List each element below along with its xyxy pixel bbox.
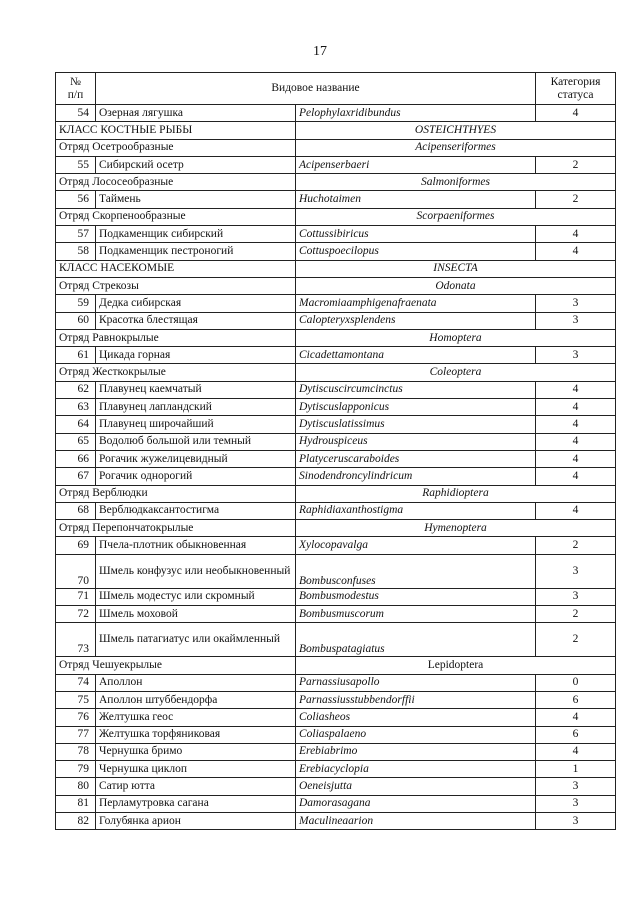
species-number: 75 (56, 691, 96, 708)
species-name-ru: Верблюдкаксантостигма (96, 502, 296, 519)
status-category: 3 (536, 554, 616, 588)
species-name-lat: Macromiaamphigenafraenata (296, 295, 536, 312)
group-name-lat: Coleoptera (296, 364, 616, 381)
table-row (56, 433, 616, 450)
table-row (56, 623, 616, 657)
species-name-ru: Плавунец широчайший (96, 416, 296, 433)
species-number: 61 (56, 347, 96, 364)
header-category: Категория статуса (536, 73, 616, 105)
table-row (56, 295, 616, 312)
status-category: 4 (536, 502, 616, 519)
species-name-ru: Таймень (96, 191, 296, 208)
group-name-ru: Отряд Равнокрылые (56, 329, 296, 346)
status-category: 4 (536, 243, 616, 260)
species-name-ru: Цикада горная (96, 347, 296, 364)
group-row (56, 485, 616, 502)
group-name-lat: Acipenseriformes (296, 139, 616, 156)
species-name-ru: Аполлон штуббендорфа (96, 691, 296, 708)
species-name-ru: Шмель патагиатус или окаймленный (96, 623, 296, 657)
table-row (56, 709, 616, 726)
table-row (56, 795, 616, 812)
group-name-ru: Отряд Скорпенообразные (56, 208, 296, 225)
species-name-lat: Cottuspoecilopus (296, 243, 536, 260)
status-category: 4 (536, 226, 616, 243)
species-name-lat: Cicadettamontana (296, 347, 536, 364)
species-name-lat: Pelophylaxridibundus (296, 105, 536, 122)
group-row (56, 260, 616, 277)
species-number: 64 (56, 416, 96, 433)
species-name-ru: Аполлон (96, 674, 296, 691)
species-name-ru: Шмель модестус или скромный (96, 588, 296, 605)
group-name-lat: Raphidioptera (296, 485, 616, 502)
species-number: 56 (56, 191, 96, 208)
species-name-lat: Dytiscuslapponicus (296, 399, 536, 416)
species-name-ru: Рогачик жужелицевидный (96, 450, 296, 467)
group-name-lat: Hymenoptera (296, 520, 616, 537)
species-name-lat: Cottussibiricus (296, 226, 536, 243)
species-name-ru: Голубянка арион (96, 812, 296, 829)
species-number: 59 (56, 295, 96, 312)
status-category: 3 (536, 778, 616, 795)
species-table (55, 72, 616, 830)
species-name-lat: Erebiabrimo (296, 743, 536, 760)
group-name-lat: OSTEICHTHYES (296, 122, 616, 139)
table-row (56, 399, 616, 416)
species-name-ru: Чернушка бримо (96, 743, 296, 760)
table-header-row (56, 73, 616, 105)
status-category: 2 (536, 191, 616, 208)
species-name-lat: Huchotaimen (296, 191, 536, 208)
species-name-ru: Подкаменщик пестроногий (96, 243, 296, 260)
status-category: 4 (536, 399, 616, 416)
table-row (56, 191, 616, 208)
species-number: 82 (56, 812, 96, 829)
species-name-ru: Водолюб большой или темный (96, 433, 296, 450)
status-category: 2 (536, 156, 616, 173)
species-number: 77 (56, 726, 96, 743)
species-number: 80 (56, 778, 96, 795)
group-name-ru: Отряд Лососеобразные (56, 174, 296, 191)
status-category: 4 (536, 468, 616, 485)
table-row (56, 381, 616, 398)
group-row (56, 208, 616, 225)
species-name-lat: Coliaspalaeno (296, 726, 536, 743)
species-name-ru: Плавунец каемчатый (96, 381, 296, 398)
page-number: 17 (313, 44, 327, 59)
species-name-ru: Плавунец лапландский (96, 399, 296, 416)
species-name-ru: Пчела-плотник обыкновенная (96, 537, 296, 554)
table-row (56, 554, 616, 588)
species-number: 76 (56, 709, 96, 726)
status-category: 4 (536, 416, 616, 433)
group-row (56, 139, 616, 156)
species-name-lat: Bombusmuscorum (296, 606, 536, 623)
table-row (56, 347, 616, 364)
table-row (56, 588, 616, 605)
species-name-ru: Сатир ютта (96, 778, 296, 795)
species-number: 81 (56, 795, 96, 812)
species-name-ru: Сибирский осетр (96, 156, 296, 173)
species-number: 60 (56, 312, 96, 329)
species-name-lat: Acipenserbaeri (296, 156, 536, 173)
group-name-ru: Отряд Осетрообразные (56, 139, 296, 156)
species-number: 55 (56, 156, 96, 173)
species-number: 54 (56, 105, 96, 122)
group-name-lat: INSECTA (296, 260, 616, 277)
species-number: 69 (56, 537, 96, 554)
status-category: 2 (536, 606, 616, 623)
table-row (56, 156, 616, 173)
species-name-lat: Platyceruscaraboides (296, 450, 536, 467)
table-row (56, 312, 616, 329)
table-row (56, 450, 616, 467)
species-name-ru: Рогачик однорогий (96, 468, 296, 485)
species-name-lat: Dytiscuscircumcinctus (296, 381, 536, 398)
species-number: 65 (56, 433, 96, 450)
species-name-ru: Шмель конфузус или необыкновенный (96, 554, 296, 588)
status-category: 3 (536, 795, 616, 812)
status-category: 6 (536, 691, 616, 708)
species-number: 79 (56, 761, 96, 778)
status-category: 3 (536, 312, 616, 329)
status-category: 3 (536, 347, 616, 364)
species-name-ru: Озерная лягушка (96, 105, 296, 122)
species-number: 78 (56, 743, 96, 760)
species-name-ru: Чернушка циклоп (96, 761, 296, 778)
species-name-lat: Xylocopavalga (296, 537, 536, 554)
group-name-ru: Отряд Верблюдки (56, 485, 296, 502)
header-name: Видовое название (96, 73, 536, 105)
group-name-lat: Odonata (296, 277, 616, 294)
group-row (56, 277, 616, 294)
status-category: 1 (536, 761, 616, 778)
table-row (56, 502, 616, 519)
status-category: 3 (536, 588, 616, 605)
group-name-lat: Scorpaeniformes (296, 208, 616, 225)
species-name-ru: Красотка блестящая (96, 312, 296, 329)
species-number: 71 (56, 588, 96, 605)
group-row (56, 329, 616, 346)
table-row (56, 226, 616, 243)
group-row (56, 520, 616, 537)
header-num: № п/п (56, 73, 96, 105)
species-name-lat: Maculineaarion (296, 812, 536, 829)
species-name-lat: Oeneisjutta (296, 778, 536, 795)
species-name-lat: Parnassiusapollo (296, 674, 536, 691)
species-number: 70 (56, 554, 96, 588)
species-number: 67 (56, 468, 96, 485)
table-row (56, 812, 616, 829)
species-name-ru: Желтушка торфяниковая (96, 726, 296, 743)
species-number: 68 (56, 502, 96, 519)
group-row (56, 174, 616, 191)
group-name-lat: Lepidoptera (296, 657, 616, 674)
species-number: 72 (56, 606, 96, 623)
status-category: 3 (536, 812, 616, 829)
species-number: 74 (56, 674, 96, 691)
group-row (56, 364, 616, 381)
species-name-lat: Parnassiusstubbendorffii (296, 691, 536, 708)
table-row (56, 726, 616, 743)
status-category: 4 (536, 450, 616, 467)
status-category: 4 (536, 105, 616, 122)
species-name-lat: Erebiacyclopia (296, 761, 536, 778)
species-number: 57 (56, 226, 96, 243)
species-name-ru: Подкаменщик сибирский (96, 226, 296, 243)
table-row (56, 743, 616, 760)
species-name-lat: Coliasheos (296, 709, 536, 726)
species-number: 73 (56, 623, 96, 657)
group-name-ru: Отряд Стрекозы (56, 277, 296, 294)
species-name-lat: Sinodendroncylindricum (296, 468, 536, 485)
species-number: 66 (56, 450, 96, 467)
group-name-ru: Отряд Перепончатокрылые (56, 520, 296, 537)
species-name-lat: Raphidiaxanthostigma (296, 502, 536, 519)
status-category: 3 (536, 295, 616, 312)
species-name-lat: Calopteryxsplendens (296, 312, 536, 329)
table-row (56, 691, 616, 708)
status-category: 4 (536, 433, 616, 450)
species-name-lat: Dytiscuslatissimus (296, 416, 536, 433)
species-name-lat: Bombusconfuses (296, 554, 536, 588)
group-name-ru: Отряд Чешуекрылые (56, 657, 296, 674)
species-name-ru: Шмель моховой (96, 606, 296, 623)
group-name-lat: Salmoniformes (296, 174, 616, 191)
status-category: 0 (536, 674, 616, 691)
group-row (56, 122, 616, 139)
group-name-lat: Homoptera (296, 329, 616, 346)
species-number: 62 (56, 381, 96, 398)
species-name-lat: Damorasagana (296, 795, 536, 812)
table-row (56, 537, 616, 554)
species-name-lat: Bombusmodestus (296, 588, 536, 605)
table-row (56, 778, 616, 795)
species-name-lat: Bombuspatagiatus (296, 623, 536, 657)
group-name-ru: Отряд Жесткокрылые (56, 364, 296, 381)
status-category: 4 (536, 709, 616, 726)
table-row (56, 105, 616, 122)
table-body (56, 105, 616, 830)
table-row (56, 606, 616, 623)
species-name-lat: Hydrouspiceus (296, 433, 536, 450)
table-row (56, 468, 616, 485)
table-row (56, 416, 616, 433)
status-category: 4 (536, 381, 616, 398)
status-category: 6 (536, 726, 616, 743)
table-row (56, 674, 616, 691)
species-number: 63 (56, 399, 96, 416)
species-name-ru: Желтушка геос (96, 709, 296, 726)
group-row (56, 657, 616, 674)
status-category: 4 (536, 743, 616, 760)
table-row (56, 761, 616, 778)
status-category: 2 (536, 537, 616, 554)
table-row (56, 243, 616, 260)
status-category: 2 (536, 623, 616, 657)
species-name-ru: Дедка сибирская (96, 295, 296, 312)
species-name-ru: Перламутровка сагана (96, 795, 296, 812)
group-name-ru: КЛАСС КОСТНЫЕ РЫБЫ (56, 122, 296, 139)
group-name-ru: КЛАСС НАСЕКОМЫЕ (56, 260, 296, 277)
species-number: 58 (56, 243, 96, 260)
